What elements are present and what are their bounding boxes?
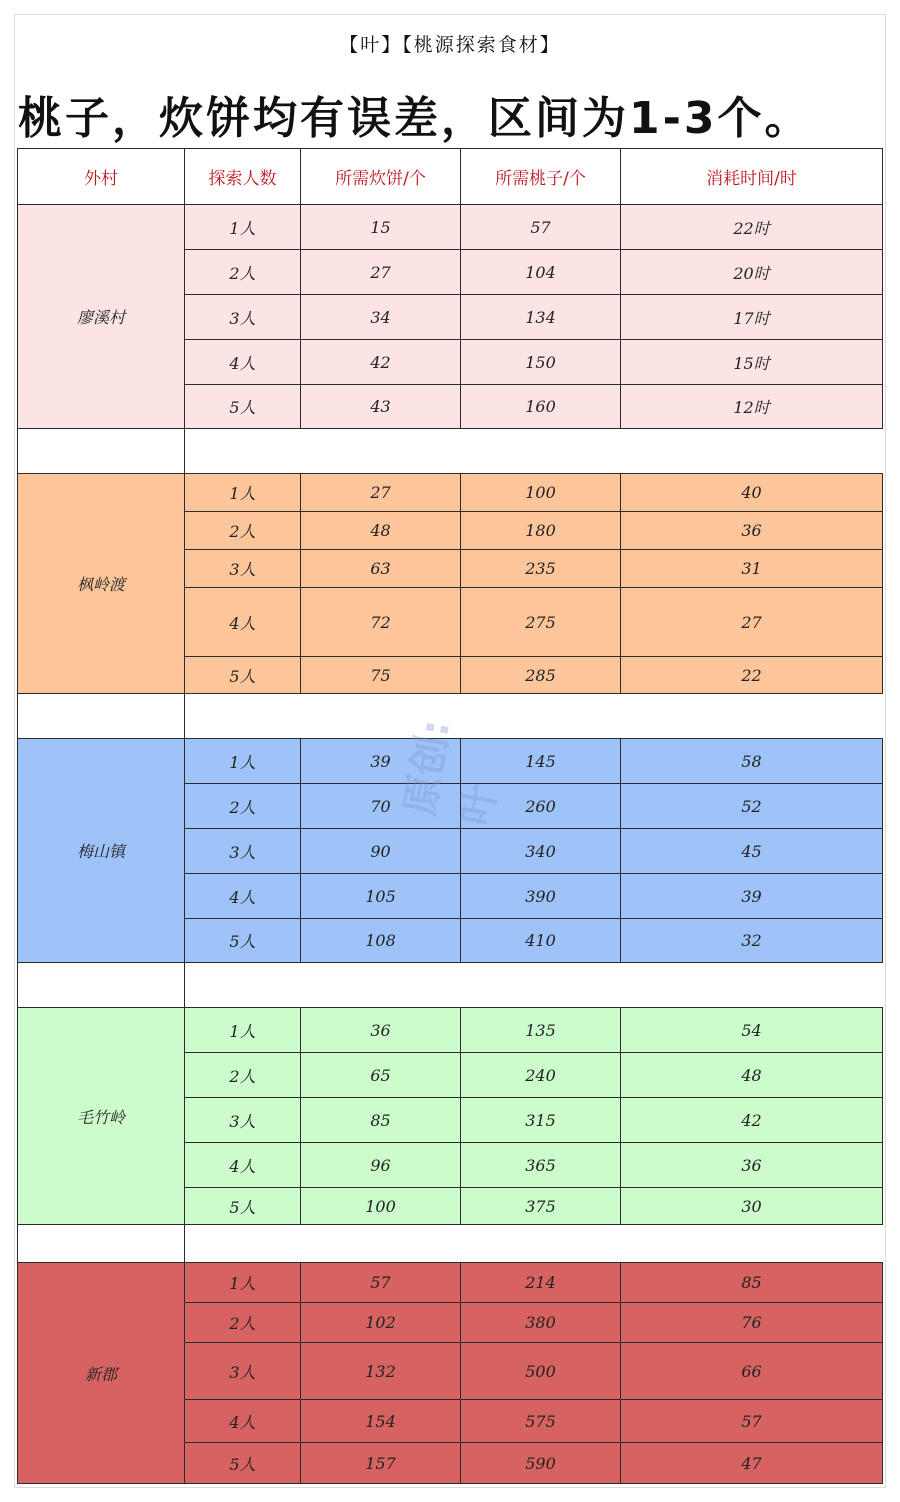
time-cell: 30 <box>621 1188 883 1225</box>
peach-cell: 260 <box>461 784 621 829</box>
headline-note: 桃子，炊饼均有误差，区间为1-3个。 <box>18 93 812 144</box>
time-cell: 76 <box>621 1303 883 1343</box>
explorer-count-cell: 2人 <box>185 250 301 295</box>
explorer-count-cell: 3人 <box>185 1343 301 1400</box>
explorer-count-cell: 5人 <box>185 385 301 429</box>
header-village: 外村 <box>18 149 185 205</box>
peach-cell: 134 <box>461 295 621 340</box>
time-cell: 36 <box>621 1143 883 1188</box>
explorer-count-cell: 3人 <box>185 295 301 340</box>
time-cell: 39 <box>621 874 883 919</box>
village-name-cell: 廖溪村 <box>18 205 185 429</box>
table-row <box>18 1263 883 1303</box>
table-header-row <box>18 149 883 205</box>
peach-cell: 390 <box>461 874 621 919</box>
time-cell: 27 <box>621 588 883 657</box>
table-body <box>18 205 883 1484</box>
time-cell: 32 <box>621 919 883 963</box>
header-peaches: 所需桃子/个 <box>461 149 621 205</box>
explorer-count-cell: 4人 <box>185 1143 301 1188</box>
page-title: 【叶】【桃源探索食材】 <box>339 34 561 56</box>
peach-cell: 380 <box>461 1303 621 1343</box>
time-cell: 36 <box>621 512 883 550</box>
flatbread-cell: 15 <box>301 205 461 250</box>
explorer-count-cell: 1人 <box>185 474 301 512</box>
flatbread-cell: 63 <box>301 550 461 588</box>
flatbread-cell: 27 <box>301 250 461 295</box>
flatbread-cell: 90 <box>301 829 461 874</box>
time-cell: 31 <box>621 550 883 588</box>
table-row <box>18 205 883 250</box>
explorer-count-cell: 2人 <box>185 784 301 829</box>
group-spacer-row <box>18 694 883 739</box>
group-spacer-row <box>18 429 883 474</box>
peach-cell: 340 <box>461 829 621 874</box>
exploration-table <box>17 148 883 1484</box>
flatbread-cell: 48 <box>301 512 461 550</box>
peach-cell: 285 <box>461 657 621 694</box>
explorer-count-cell: 4人 <box>185 874 301 919</box>
explorer-count-cell: 4人 <box>185 340 301 385</box>
spacer-cell <box>185 963 883 1008</box>
flatbread-cell: 43 <box>301 385 461 429</box>
time-cell: 57 <box>621 1400 883 1443</box>
time-cell: 20时 <box>621 250 883 295</box>
peach-cell: 150 <box>461 340 621 385</box>
peach-cell: 235 <box>461 550 621 588</box>
time-cell: 22时 <box>621 205 883 250</box>
peach-cell: 180 <box>461 512 621 550</box>
flatbread-cell: 100 <box>301 1188 461 1225</box>
explorer-count-cell: 1人 <box>185 1263 301 1303</box>
explorer-count-cell: 1人 <box>185 205 301 250</box>
explorer-count-cell: 5人 <box>185 1188 301 1225</box>
explorer-count-cell: 3人 <box>185 550 301 588</box>
explorer-count-cell: 3人 <box>185 1098 301 1143</box>
flatbread-cell: 102 <box>301 1303 461 1343</box>
flatbread-cell: 65 <box>301 1053 461 1098</box>
explorer-count-cell: 2人 <box>185 1303 301 1343</box>
flatbread-cell: 132 <box>301 1343 461 1400</box>
header-time: 消耗时间/时 <box>621 149 883 205</box>
spacer-cell <box>185 694 883 739</box>
time-cell: 54 <box>621 1008 883 1053</box>
peach-cell: 315 <box>461 1098 621 1143</box>
spacer-cell <box>185 429 883 474</box>
spacer-cell <box>18 429 185 474</box>
time-cell: 45 <box>621 829 883 874</box>
flatbread-cell: 34 <box>301 295 461 340</box>
watermark: 原创:叶 <box>397 716 506 829</box>
spacer-cell <box>18 694 185 739</box>
time-cell: 17时 <box>621 295 883 340</box>
village-name-cell: 枫岭渡 <box>18 474 185 694</box>
time-cell: 22 <box>621 657 883 694</box>
peach-cell: 590 <box>461 1443 621 1484</box>
peach-cell: 240 <box>461 1053 621 1098</box>
peach-cell: 135 <box>461 1008 621 1053</box>
explorer-count-cell: 5人 <box>185 657 301 694</box>
peach-cell: 500 <box>461 1343 621 1400</box>
table-row <box>18 474 883 512</box>
peach-cell: 575 <box>461 1400 621 1443</box>
flatbread-cell: 57 <box>301 1263 461 1303</box>
explorer-count-cell: 2人 <box>185 1053 301 1098</box>
table-row <box>18 1008 883 1053</box>
peach-cell: 214 <box>461 1263 621 1303</box>
peach-cell: 160 <box>461 385 621 429</box>
time-cell: 48 <box>621 1053 883 1098</box>
explorer-count-cell: 5人 <box>185 919 301 963</box>
explorer-count-cell: 3人 <box>185 829 301 874</box>
flatbread-cell: 39 <box>301 739 461 784</box>
time-cell: 15时 <box>621 340 883 385</box>
peach-cell: 375 <box>461 1188 621 1225</box>
flatbread-cell: 108 <box>301 919 461 963</box>
group-spacer-row <box>18 1225 883 1263</box>
spacer-cell <box>18 1225 185 1263</box>
flatbread-cell: 72 <box>301 588 461 657</box>
flatbread-cell: 157 <box>301 1443 461 1484</box>
peach-cell: 365 <box>461 1143 621 1188</box>
time-cell: 12时 <box>621 385 883 429</box>
spacer-cell <box>185 1225 883 1263</box>
flatbread-cell: 36 <box>301 1008 461 1053</box>
explorer-count-cell: 1人 <box>185 739 301 784</box>
flatbread-cell: 96 <box>301 1143 461 1188</box>
flatbread-cell: 75 <box>301 657 461 694</box>
flatbread-cell: 27 <box>301 474 461 512</box>
peach-cell: 275 <box>461 588 621 657</box>
header-flatbread: 所需炊饼/个 <box>301 149 461 205</box>
time-cell: 40 <box>621 474 883 512</box>
time-cell: 47 <box>621 1443 883 1484</box>
flatbread-cell: 105 <box>301 874 461 919</box>
time-cell: 42 <box>621 1098 883 1143</box>
spacer-cell <box>18 963 185 1008</box>
explorer-count-cell: 1人 <box>185 1008 301 1053</box>
peach-cell: 104 <box>461 250 621 295</box>
flatbread-cell: 154 <box>301 1400 461 1443</box>
time-cell: 85 <box>621 1263 883 1303</box>
table-row <box>18 739 883 784</box>
explorer-count-cell: 4人 <box>185 1400 301 1443</box>
time-cell: 66 <box>621 1343 883 1400</box>
time-cell: 52 <box>621 784 883 829</box>
peach-cell: 100 <box>461 474 621 512</box>
flatbread-cell: 42 <box>301 340 461 385</box>
time-cell: 58 <box>621 739 883 784</box>
group-spacer-row <box>18 963 883 1008</box>
village-name-cell: 梅山镇 <box>18 739 185 963</box>
header-explorers: 探索人数 <box>185 149 301 205</box>
flatbread-cell: 70 <box>301 784 461 829</box>
peach-cell: 410 <box>461 919 621 963</box>
village-name-cell: 新郡 <box>18 1263 185 1484</box>
explorer-count-cell: 5人 <box>185 1443 301 1484</box>
village-name-cell: 毛竹岭 <box>18 1008 185 1225</box>
explorer-count-cell: 4人 <box>185 588 301 657</box>
flatbread-cell: 85 <box>301 1098 461 1143</box>
explorer-count-cell: 2人 <box>185 512 301 550</box>
peach-cell: 57 <box>461 205 621 250</box>
peach-cell: 145 <box>461 739 621 784</box>
